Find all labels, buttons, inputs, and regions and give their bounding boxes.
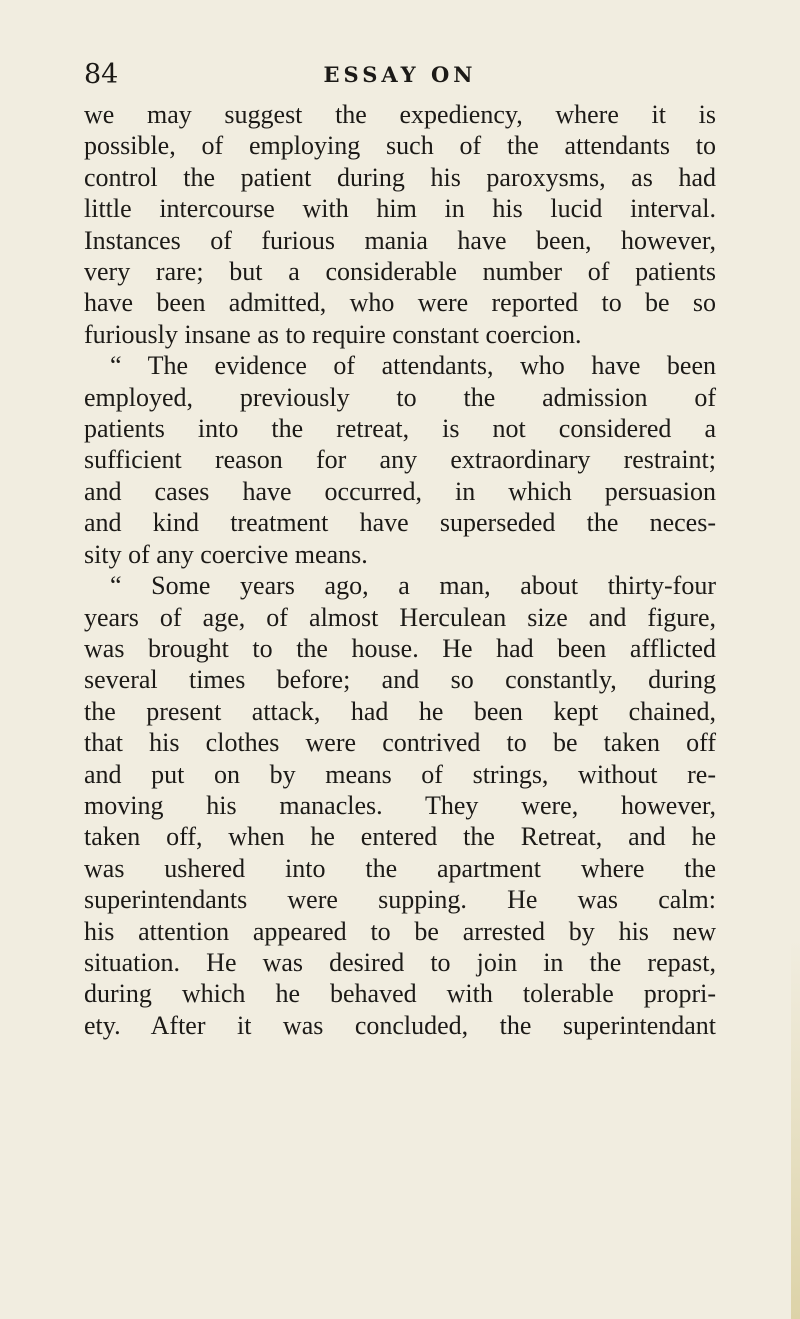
text-line: patients into the retreat, is not considered a	[84, 414, 716, 444]
page-number: 84	[84, 59, 119, 90]
text-line: moving his manacles. They were, however,	[84, 790, 716, 820]
text-line: ety. After it was concluded, the superintendant	[84, 1010, 716, 1040]
text-line: sity of any coercive means.	[84, 539, 368, 569]
text-line: his attention appeared to be arrested by his new	[84, 916, 716, 946]
text-line: was ushered into the apartment where the	[84, 853, 716, 883]
text-line: employed, previously to the admission of	[84, 382, 716, 412]
text-line: and kind treatment have superseded the neces-	[84, 508, 716, 538]
text-line: and cases have occurred, in which persuasion	[84, 476, 716, 506]
text-line: very rare; but a considerable number of patients	[84, 257, 716, 287]
running-head	[84, 58, 716, 92]
text-line: during which he behaved with tolerable propri-	[84, 979, 716, 1009]
text-line: we may suggest the expediency, where it is	[84, 100, 716, 129]
text-line: control the patient during his paroxysms, as had	[84, 162, 716, 192]
text-line: have been admitted, who were reported to be so	[84, 288, 716, 318]
text-line: taken off, when he entered the Retreat, and he	[84, 822, 716, 852]
body-text	[84, 99, 716, 1041]
text-line: Instances of furious mania have been, however,	[84, 225, 716, 255]
text-line: “ The evidence of attendants, who have been	[110, 351, 716, 381]
page-edge-shadow	[791, 939, 800, 1319]
running-title: ESSAY ON	[323, 62, 477, 87]
text-line: furiously insane as to require constant coercion.	[84, 319, 582, 349]
text-line: years of age, of almost Herculean size and figure,	[84, 602, 716, 632]
text-line: was brought to the house. He had been afflicted	[84, 633, 716, 663]
text-line: several times before; and so constantly, during	[84, 665, 716, 695]
text-line: sufficient reason for any extraordinary restraint;	[84, 445, 716, 475]
text-line: that his clothes were contrived to be taken off	[84, 728, 716, 758]
text-line: situation. He was desired to join in the repast,	[84, 947, 716, 977]
text-line: little intercourse with him in his lucid interval.	[84, 194, 716, 224]
text-line: possible, of employing such of the attendants to	[84, 131, 716, 161]
text-line: “ Some years ago, a man, about thirty-four	[110, 571, 716, 601]
text-line: superintendants were supping. He was calm:	[84, 885, 716, 915]
text-line: the present attack, had he been kept chained,	[84, 696, 716, 726]
text-line: and put on by means of strings, without re-	[84, 759, 716, 789]
